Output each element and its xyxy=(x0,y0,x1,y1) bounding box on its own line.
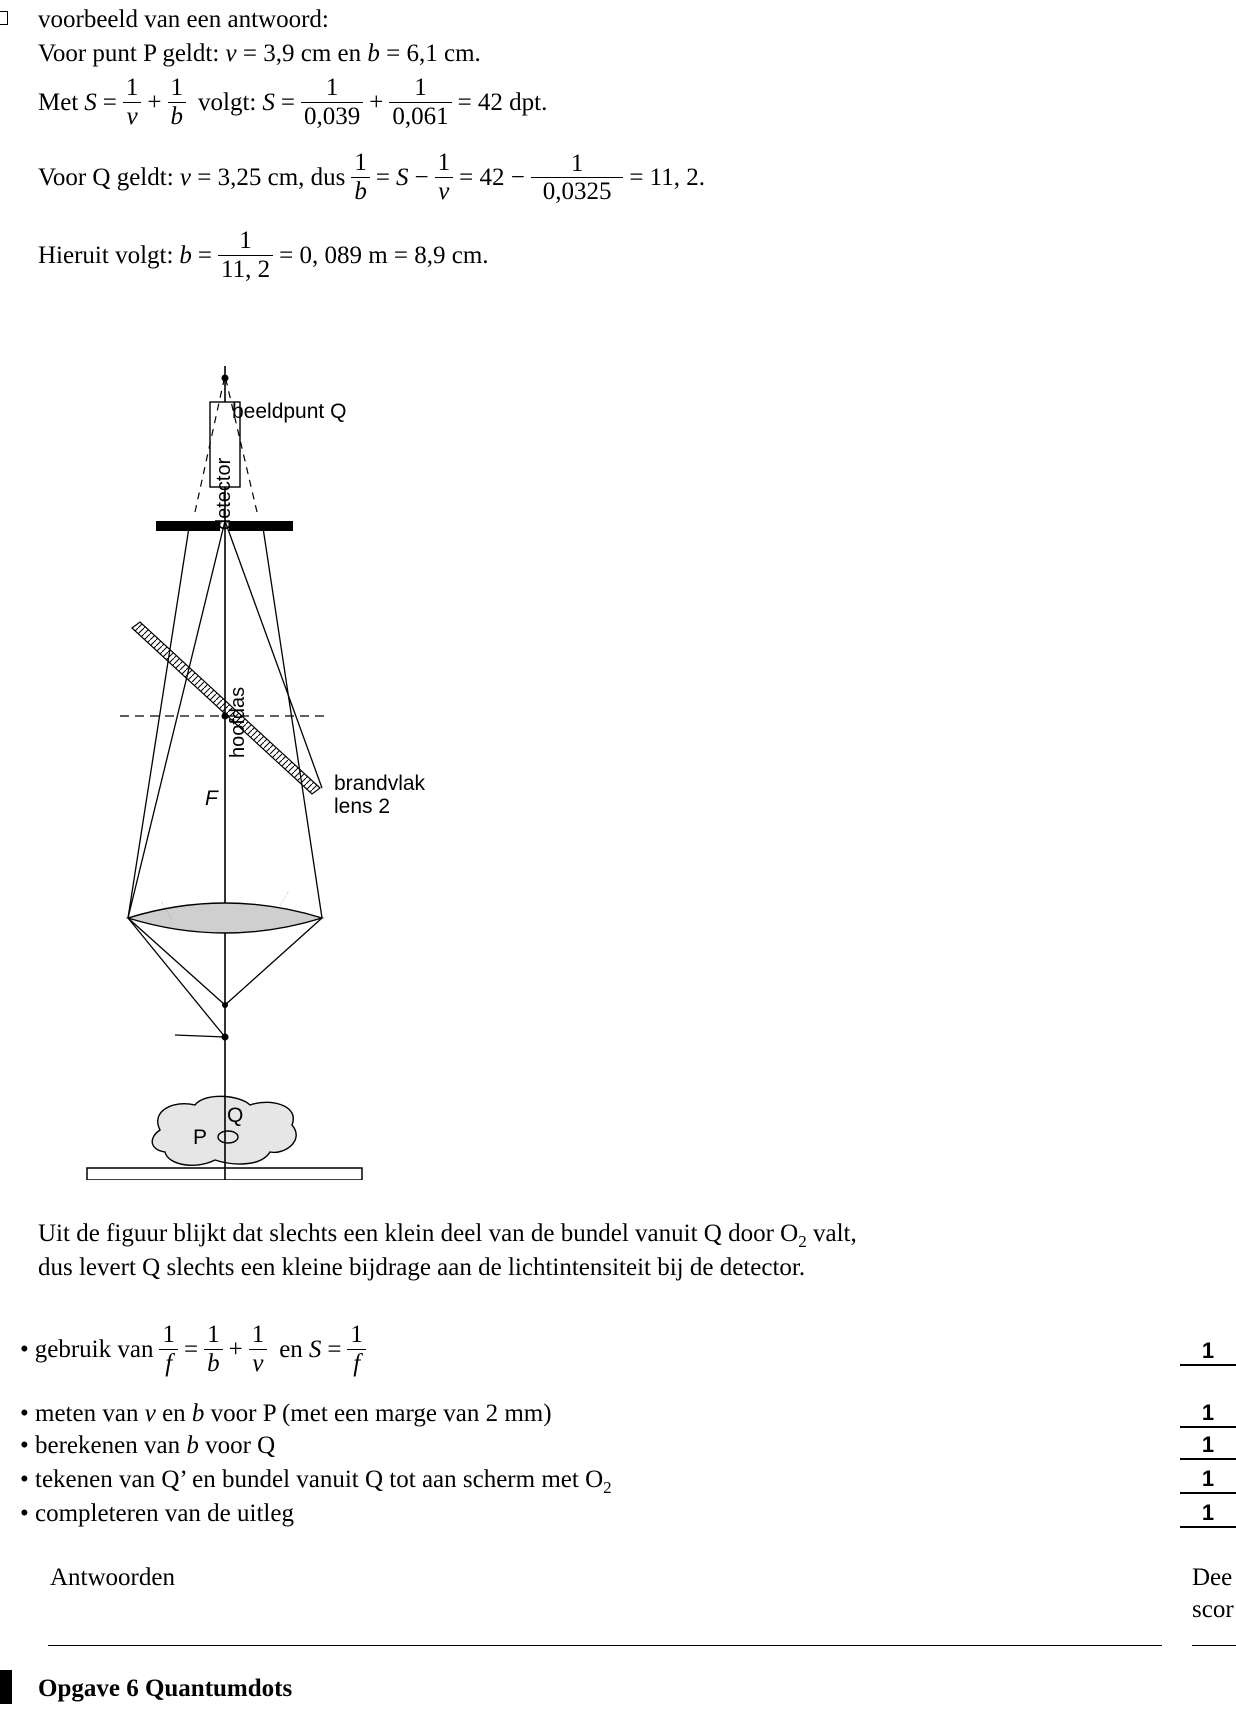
score-item-4: 1 xyxy=(1180,1466,1236,1494)
score-item-3: 1 xyxy=(1180,1432,1236,1460)
label-f: F xyxy=(205,787,218,810)
point-p-ellipse xyxy=(218,1131,238,1143)
footer-rule-left xyxy=(48,1645,1162,1646)
answers-label: Antwoorden xyxy=(50,1564,175,1591)
fraction-one-over-v: $\frac{1}{v}$ xyxy=(123,75,142,131)
aperture-left xyxy=(156,521,220,531)
scoring-item-4: • tekenen van Q’ en bundel vanuit Q tot aan scherm met $O_2$ xyxy=(20,1466,612,1497)
answer-line-4: Hieruit volgt: b = $\frac{1}{11, 2}$ = 0, 089 m = 8,9 cm. xyxy=(38,227,489,284)
image-point-q xyxy=(222,375,229,382)
point-p xyxy=(222,1034,229,1041)
lens-2 xyxy=(128,903,322,933)
fraction-one-over-b: $\frac{1}{b}$ xyxy=(168,75,187,131)
label-beeldpunt-q: beeldpunt Q xyxy=(232,400,347,423)
label-hoofdas: hoofdas xyxy=(227,686,249,758)
label-lens-2: lens 2 xyxy=(334,795,391,818)
fraction-one-over-0039: $\frac{1}{0,039}$ xyxy=(301,75,363,131)
section-marker xyxy=(0,1670,12,1704)
label-q: Q xyxy=(227,1104,244,1127)
scoring-item-3: • berekenen van b voor Q xyxy=(20,1432,276,1459)
score-item-5: 1 xyxy=(1180,1500,1236,1528)
section-title: Opgave 6 Quantumdots xyxy=(38,1675,293,1702)
answer-heading: voorbeeld van een antwoord: xyxy=(38,6,329,33)
answer-line-3: Voor Q geldt: v = 3,25 cm, dus $\frac{1}{b}$ = S − $\frac{1}{v}$ = 42 − $\frac{1}{0,0325}$ = 11, 2. xyxy=(38,149,705,206)
footer-rule-right xyxy=(1192,1645,1236,1646)
fraction-one-over-112: $\frac{1}{11, 2}$ xyxy=(218,228,273,284)
fraction-one-over-0061: $\frac{1}{0,061}$ xyxy=(389,75,451,131)
scoring-item-1: • gebruik van $\frac{1}{f}$ = $\frac{1}{b}$ + $\frac{1}{v}$ en S = $\frac{1}{f}$ xyxy=(20,1322,366,1378)
bullet-dot: • xyxy=(20,1336,29,1363)
label-p: P xyxy=(193,1126,208,1149)
explanation-line-2: dus levert Q slechts een kleine bijdrage aan de lichtintensiteit bij de detector. xyxy=(38,1254,806,1281)
label-brandvlak: brandvlak xyxy=(334,772,426,795)
checkbox-marker xyxy=(0,11,8,25)
fraction-one-over-v-q: $\frac{1}{v}$ xyxy=(435,150,454,206)
scoring-item-2: • meten van v en b voor P (met een marge van 2 mm) xyxy=(20,1400,552,1427)
point-q xyxy=(222,1002,228,1008)
scoring-item-5: • completeren van de uitleg xyxy=(20,1500,294,1527)
answer-line-1: Voor punt P geldt: v = 3,9 cm en b = 6,1 cm. xyxy=(38,40,481,67)
explanation-line-1: Uit de figuur blijkt dat slechts een klein deel van de bundel vanuit Q door $O_2$ valt, xyxy=(38,1220,857,1251)
deelscore-label-2: scor xyxy=(1192,1596,1234,1623)
score-item-1: 1 xyxy=(1180,1338,1236,1366)
answer-line-2: Met S = $\frac{1}{v}$ + $\frac{1}{b}$ volgt: S = $\frac{1}{0,039}$ + $\frac{1}{0,061}$ = 42 dpt. xyxy=(38,74,548,131)
deelscore-label-1: Dee xyxy=(1192,1564,1233,1591)
fraction-one-over-b-q: $\frac{1}{b}$ xyxy=(351,150,370,206)
label-detector: detector xyxy=(213,457,235,530)
aperture-right xyxy=(229,521,293,531)
score-item-2: 1 xyxy=(1180,1400,1236,1428)
fraction-one-over-00325: $\frac{1}{0,0325}$ xyxy=(531,151,624,206)
